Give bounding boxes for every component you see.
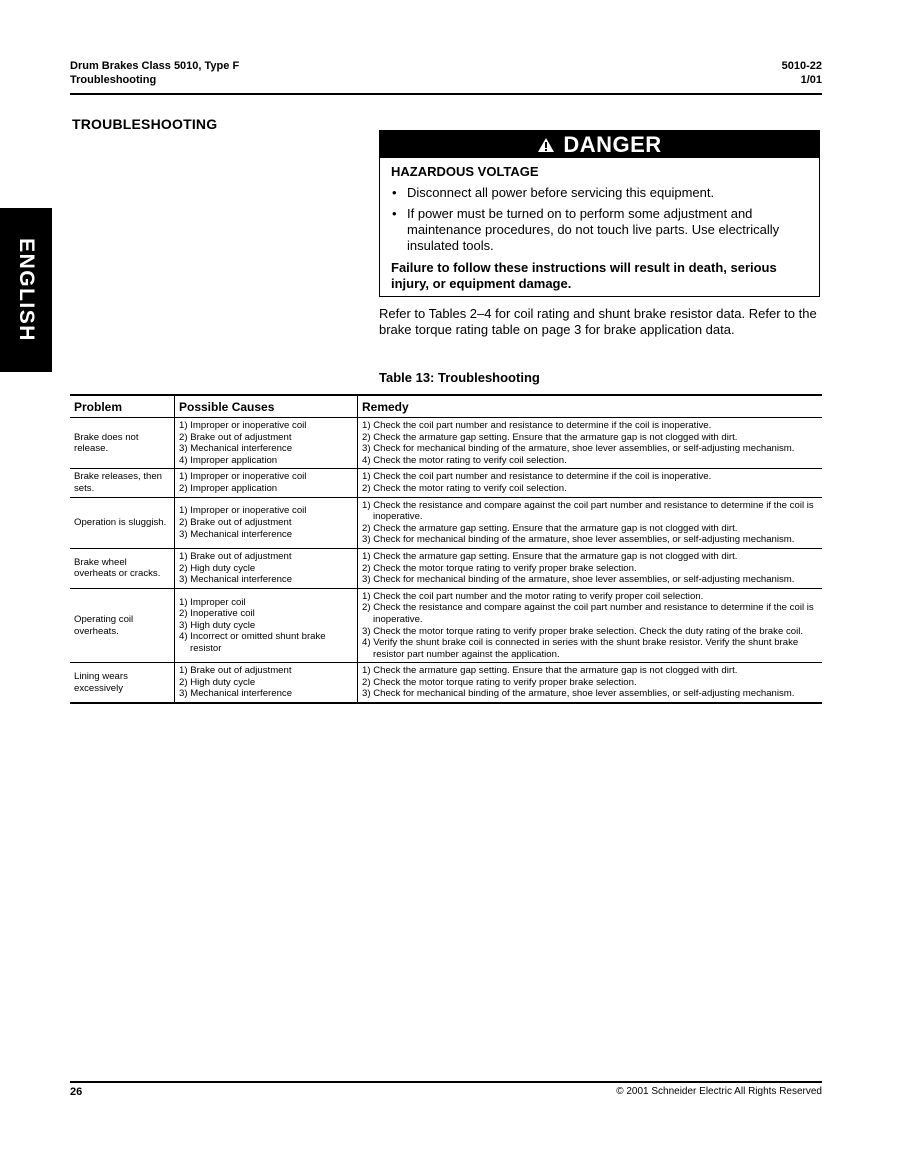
remedy-item: 3) Check for mechanical binding of the armature, shoe lever assemblies, or self-adjusting mechanism. <box>362 443 795 455</box>
table-row <box>70 418 822 469</box>
remedy-item: 3) Check the motor torque rating to verify proper brake selection. Check the duty rating of the brake coil. <box>362 625 804 637</box>
danger-consequence: Failure to follow these instructions will result in death, serious injury, or equipment damage. <box>391 260 777 291</box>
causes-cell <box>175 497 358 548</box>
table-header-row <box>70 395 822 418</box>
danger-notice <box>379 130 820 297</box>
language-tab <box>0 208 52 372</box>
reference-paragraph: Refer to Tables 2–4 for coil rating and shunt brake resistor data. Refer to the brake torque rating table on page 3 for brake application data. <box>379 306 817 337</box>
remedy-cell <box>358 588 823 663</box>
language-tab-label: ENGLISH <box>15 238 38 342</box>
remedy-item: 1) Check the armature gap setting. Ensure that the armature gap is not clogged with dirt. <box>362 665 738 677</box>
problem-cell: Operation is sluggish. <box>70 497 175 548</box>
cause-item: 2) Improper application <box>179 482 278 494</box>
remedy-item: 2) Check the armature gap setting. Ensure that the armature gap is not clogged with dirt. <box>362 431 738 443</box>
cause-item: 1) Improper or inoperative coil <box>179 471 307 483</box>
remedy-item: 1) Check the coil part number and resistance to determine if the coil is inoperative. <box>362 420 712 431</box>
table-row <box>70 469 822 497</box>
danger-bullet: • If power must be turned on to perform some adjustment and maintenance procedures, do not touch live parts. Use electrically insulated tools. <box>391 206 808 254</box>
remedy-item: 3) Check for mechanical binding of the armature, shoe lever assemblies, or self-adjusting mechanism. <box>362 534 795 546</box>
troubleshooting-table <box>70 394 822 704</box>
remedy-item: 3) Check for mechanical binding of the armature, shoe lever assemblies, or self-adjusting mechanism. <box>362 688 795 700</box>
remedy-item: 1) Check the armature gap setting. Ensure that the armature gap is not clogged with dirt. <box>362 550 738 562</box>
problem-cell: Operating coil overheats. <box>70 588 175 663</box>
remedy-item: 4) Verify the shunt brake coil is connected in series with the shunt brake resistor. Verify the shunt brake resistor part number against the application. <box>362 637 799 660</box>
document-date: 1/01 <box>800 74 822 86</box>
document-header-right <box>782 59 822 87</box>
remedy-item: 2) Check the motor torque rating to verify proper brake selection. <box>362 676 637 688</box>
cause-item: 1) Improper or inoperative coil <box>179 505 307 517</box>
column-header-causes: Possible Causes <box>175 395 358 418</box>
table-row <box>70 497 822 548</box>
table-title: Table 13: Troubleshooting <box>379 370 540 385</box>
cause-item: 1) Brake out of adjustment <box>179 665 292 677</box>
remedy-item: 2) Check the resistance and compare against the coil part number and resistance to determine if the coil is inoperative. <box>362 602 814 625</box>
danger-subheading: HAZARDOUS VOLTAGE <box>391 164 539 179</box>
danger-header <box>380 131 819 158</box>
cause-item: 3) Mechanical interference <box>179 688 293 700</box>
document-number: 5010-22 <box>781 60 822 72</box>
remedy-item: 2) Check the motor torque rating to verify proper brake selection. <box>362 562 637 574</box>
document-header-left <box>70 59 239 87</box>
problem-cell: Brake does not release. <box>70 418 175 469</box>
remedy-item: 1) Check the coil part number and the motor rating to verify proper coil selection. <box>362 590 704 602</box>
causes-cell <box>175 588 358 663</box>
danger-bullet: • Disconnect all power before servicing this equipment. <box>391 185 808 201</box>
column-header-remedy: Remedy <box>358 395 823 418</box>
cause-item: 1) Brake out of adjustment <box>179 550 292 562</box>
table-body <box>70 418 822 704</box>
column-header-problem: Problem <box>70 395 175 418</box>
cause-item: 1) Improper coil <box>179 596 246 608</box>
cause-item: 3) High duty cycle <box>179 619 256 631</box>
causes-cell <box>175 418 358 469</box>
footer-rule <box>70 1081 822 1083</box>
cause-item: 2) High duty cycle <box>179 562 256 574</box>
problem-cell: Lining wears excessively <box>70 663 175 703</box>
causes-cell <box>175 548 358 588</box>
page-number: 26 <box>70 1086 83 1098</box>
header-rule <box>70 93 822 95</box>
remedy-item: 4) Check the motor rating to verify coil selection. <box>362 454 567 466</box>
section-title: TROUBLESHOOTING <box>72 116 218 132</box>
remedy-cell <box>358 418 823 469</box>
table-row <box>70 588 822 663</box>
remedy-cell <box>358 469 823 497</box>
cause-item: 2) High duty cycle <box>179 676 256 688</box>
cause-item: 2) Brake out of adjustment <box>179 516 292 528</box>
danger-bullet-list <box>391 185 808 254</box>
remedy-cell <box>358 497 823 548</box>
problem-cell: Brake wheel overheats or cracks. <box>70 548 175 588</box>
remedy-item: 2) Check the armature gap setting. Ensure that the armature gap is not clogged with dirt. <box>362 522 738 534</box>
remedy-cell <box>358 663 823 703</box>
causes-cell <box>175 469 358 497</box>
copyright-notice: © 2001 Schneider Electric All Rights Reserved <box>616 1086 822 1097</box>
cause-item: 3) Mechanical interference <box>179 528 293 540</box>
table-row <box>70 663 822 703</box>
problem-cell: Brake releases, then sets. <box>70 469 175 497</box>
remedy-cell <box>358 548 823 588</box>
remedy-item: 1) Check the resistance and compare against the coil part number and resistance to determine if the coil is inoperative. <box>362 499 814 523</box>
cause-item: 4) Improper application <box>179 454 278 466</box>
cause-item: 2) Brake out of adjustment <box>179 431 292 443</box>
document-title: Drum Brakes Class 5010, Type F <box>70 60 240 72</box>
cause-item: 4) Incorrect or omitted shunt brake resistor <box>179 631 326 654</box>
table-row <box>70 548 822 588</box>
cause-item: 3) Mechanical interference <box>179 574 293 586</box>
remedy-item: 3) Check for mechanical binding of the armature, shoe lever assemblies, or self-adjusting mechanism. <box>362 574 795 586</box>
danger-heading: DANGER <box>563 131 662 157</box>
warning-triangle-icon <box>537 137 555 153</box>
cause-item: 1) Improper or inoperative coil <box>179 420 307 431</box>
remedy-item: 2) Check the motor rating to verify coil selection. <box>362 482 567 494</box>
cause-item: 3) Mechanical interference <box>179 443 293 455</box>
cause-item: 2) Inoperative coil <box>179 608 255 620</box>
causes-cell <box>175 663 358 703</box>
header-section-name: Troubleshooting <box>70 74 157 86</box>
remedy-item: 1) Check the coil part number and resistance to determine if the coil is inoperative. <box>362 471 712 483</box>
